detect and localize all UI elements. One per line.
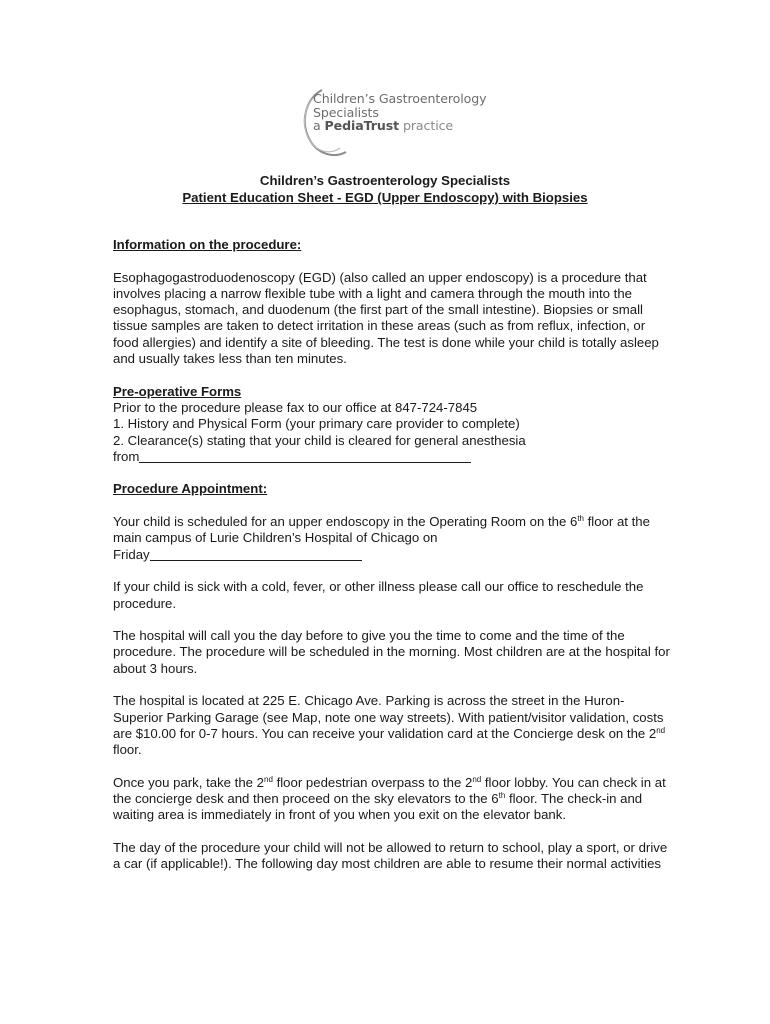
logo-line-2: Specialists (313, 104, 379, 120)
info-heading: Information on the procedure: (113, 237, 302, 252)
logo-line-1: Children’s Gastroenterology (313, 91, 487, 106)
p4-sup: nd (656, 725, 666, 735)
p1-text-b: floor at the main campus of Lurie Children’s Hospital of Chicago on (113, 514, 650, 546)
page-subtitle: Patient Education Sheet - EGD (Upper Endoscopy) with Biopsies (182, 190, 588, 205)
p1-day: Friday (113, 546, 150, 562)
p5-text-a: Once you park, take the 2 (113, 774, 265, 790)
appointment-paragraph-5 (113, 775, 673, 824)
logo-brand: PediaTrust (324, 118, 400, 133)
appointment-paragraph-4 (113, 693, 673, 758)
appointment-heading: Procedure Appointment: (113, 481, 268, 497)
preop-line-2: 1. History and Physical Form (your primary care provider to complete) (113, 416, 520, 432)
p4-text-a: The hospital is located at 225 E. Chicago Ave. Parking is across the street in the Huron-Superior Parking Garage (see Map, note one way streets). With patient/visitor validation, costs are $10.00 for 0-7 hours. You can receive your validation card at the Concierge desk on the 2 (113, 693, 664, 741)
p1-text-a: Your child is scheduled for an upper endoscopy in the Operating Room on the 6 (113, 514, 578, 530)
p5-sup-1: nd (264, 774, 273, 784)
p5-text-c: floor lobby. You can check in at the concierge desk and then proceed on the sky elevators to the 6 (113, 774, 666, 807)
p4-text-b: floor. (113, 742, 142, 758)
logo-text (313, 92, 487, 133)
appointment-paragraph-6: The day of the procedure your child will not be allowed to return to school, play a sport, or drive a car (if applicable!). The following day most children are able to resume their normal activities (113, 839, 668, 872)
logo-suffix: practice (399, 118, 454, 133)
logo-line-3 (313, 119, 487, 133)
practice-logo (300, 86, 490, 156)
p5-text-d: floor. The check-in and waiting area is immediately in front of you when you exit on the elevator bank. (113, 791, 643, 823)
appointment-paragraph-2: If your child is sick with a cold, fever, or other illness please call our office to reschedule the procedure. (113, 579, 644, 611)
logo-prefix: a (313, 118, 325, 133)
preop-section (113, 384, 673, 465)
document-body (113, 237, 673, 889)
info-paragraph: Esophagogastroduodenoscopy (EGD) (also called an upper endoscopy) is a procedure that involves placing a narrow flexible tube with a light and camera through the mouth into the esophagus, stomach, and duodenum (the first part of the small intestine). Biopsies or small tissue samples are taken to detect irritation in these areas (such as from reflux, infection, or food allergies) and identify a site of bleeding. The test is done while your child is totally asleep and usually takes less than ten minutes. (113, 269, 659, 367)
p5-text-b: floor pedestrian overpass to the 2 (272, 774, 473, 790)
p5-sup-3: th (498, 791, 506, 801)
appointment-paragraph-3: The hospital will call you the day before to give you the time to come and the time of the procedure. The procedure will be scheduled in the morning. Most children are at the hospital for about 3 hours. (113, 628, 670, 676)
appointment-paragraph-1 (113, 514, 673, 563)
date-blank[interactable] (150, 548, 362, 561)
preop-line-1: Prior to the procedure please fax to our office at 847-724-7845 (113, 399, 478, 415)
p1-sup: th (577, 514, 584, 524)
clearance-blank[interactable] (139, 450, 471, 463)
preop-heading: Pre-operative Forms (113, 383, 242, 399)
preop-line-4: from (113, 448, 140, 464)
p5-sup-2: nd (472, 774, 482, 784)
preop-line-3: 2. Clearance(s) stating that your child is cleared for general anesthesia (113, 432, 526, 448)
page-title: Children’s Gastroenterology Specialists (259, 173, 511, 188)
